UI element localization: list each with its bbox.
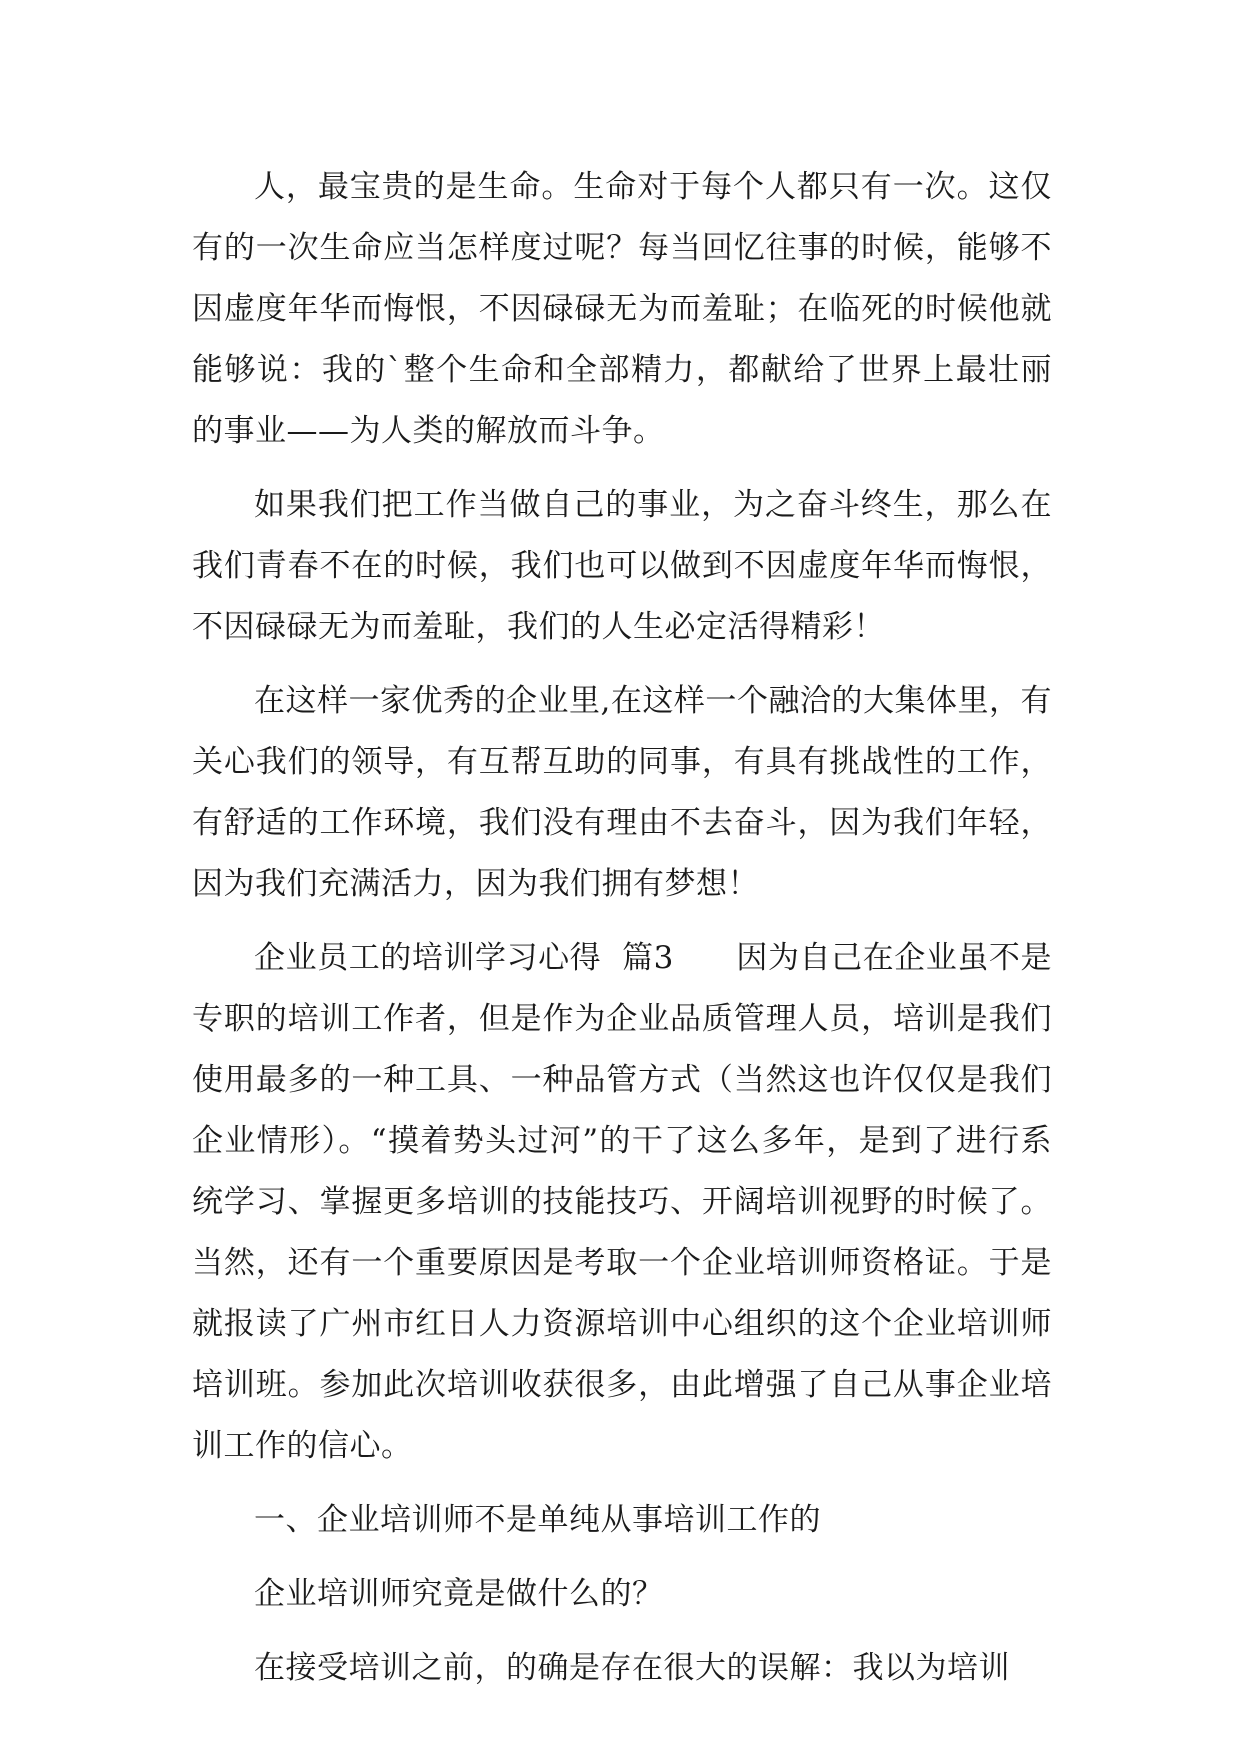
document-body: [192, 157, 1052, 1712]
paragraph-question: 企业培训师究竟是做什么的？: [254, 1576, 664, 1612]
paragraph-last: 在接受培训之前，的确是存在很大的误解：我以为培训: [254, 1650, 1010, 1686]
paragraph-2: 如果我们把工作当做自己的事业，为之奋斗终生，那么在我们青春不在的时候，我们也可以做到不因虚度年华而悔恨，不因碌碌无为而羞耻，我们的人生必定活得精彩！: [192, 487, 1052, 645]
paragraph-3: 在这样一家优秀的企业里,在这样一个融洽的大集体里，有关心我们的领导，有互帮互助的同事，有具有挑战性的工作，有舒适的工作环境，我们没有理由不去奋斗，因为我们年轻，因为我们充满活力，因为我们拥有梦想！: [192, 683, 1052, 902]
section-heading: 一、企业培训师不是单纯从事培训工作的: [254, 1502, 821, 1538]
paragraph-4: 企业员工的培训学习心得 篇3 因为自己在企业虽不是专职的培训工作者，但是作为企业品质管理人员，培训是我们使用最多的一种工具、一种品管方式（当然这也许仅仅是我们企业情形）。“摸着势头过河”的干了这么多年，是到了进行系统学习、掌握更多培训的技能技巧、开阔培训视野的时候了。当然，还有一个重要原因是考取一个企业培训师资格证。于是就报读了广州市红日人力资源培训中心组织的这个企业培训师培训班。参加此次培训收获很多，由此增强了自己从事企业培训工作的信心。: [192, 940, 1052, 1464]
paragraph-1: 人，最宝贵的是生命。生命对于每个人都只有一次。这仅有的一次生命应当怎样度过呢？每当回忆往事的时候，能够不因虚度年华而悔恨，不因碌碌无为而羞耻；在临死的时候他就能够说：我的`整个生命和全部精力，都献给了世界上最壮丽的事业——为人类的解放而斗争。: [192, 169, 1052, 449]
